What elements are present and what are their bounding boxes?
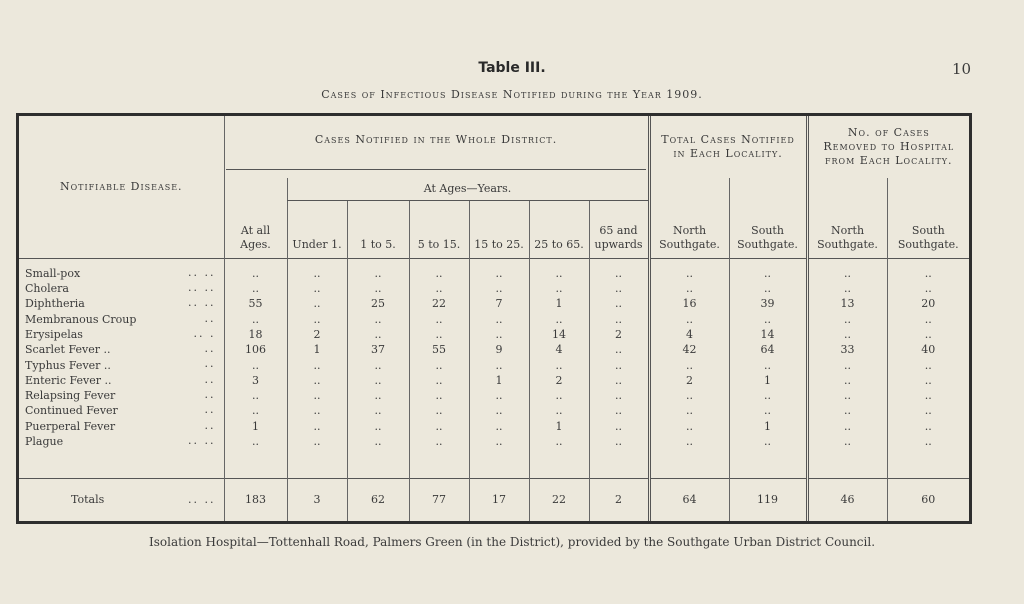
age-1-5-cell: .. — [347, 403, 409, 418]
all-ages-cell: .. — [224, 312, 287, 327]
total-under-1: 3 — [287, 478, 347, 521]
age-5-15-cell: .. — [409, 373, 469, 388]
disease-name-cell — [19, 388, 224, 403]
gap-row — [19, 449, 969, 478]
removed-north-header: North Southgate. — [807, 178, 887, 258]
age-5-15-cell: .. — [409, 403, 469, 418]
age-15-25-cell: .. — [469, 357, 529, 372]
removed-locality-label: No. of Cases Removed to Hospital from Each Locality. — [823, 126, 955, 167]
total-south-cell: 14 — [729, 327, 807, 342]
age-65-up-cell: .. — [589, 388, 649, 403]
disease-name: Typhus Fever .. — [25, 358, 111, 372]
age-15-25-cell: .. — [469, 419, 529, 434]
removed-south-cell: .. — [887, 281, 969, 296]
table-row — [19, 403, 969, 418]
removed-north-cell: .. — [807, 403, 887, 418]
under-1-cell: .. — [287, 296, 347, 311]
age-5-15-cell: .. — [409, 266, 469, 281]
total-north-header: North Southgate. — [649, 178, 729, 258]
total-north-cell: .. — [649, 312, 729, 327]
table-row — [19, 342, 969, 357]
all-ages-cell: 3 — [224, 373, 287, 388]
age-5-15-cell: 55 — [409, 342, 469, 357]
age-1-5-cell: 37 — [347, 342, 409, 357]
disease-name: Membranous Croup — [25, 312, 137, 326]
age-5-15-cell: .. — [409, 419, 469, 434]
table-row — [19, 357, 969, 372]
age-25-65-cell: .. — [529, 357, 589, 372]
age-15-25-cell: .. — [469, 327, 529, 342]
dot-leader: .. — [204, 342, 216, 356]
whole-district-header — [224, 116, 649, 178]
age-1-5-cell: .. — [347, 266, 409, 281]
age-5-15-cell: .. — [409, 388, 469, 403]
all-ages-cell: 1 — [224, 419, 287, 434]
table-row — [19, 281, 969, 296]
age-1-5-cell: .. — [347, 388, 409, 403]
under-1-cell: .. — [287, 434, 347, 449]
disease-name-cell — [19, 327, 224, 342]
disease-name: Small-pox — [25, 266, 81, 280]
all-ages-cell: 18 — [224, 327, 287, 342]
dot-leader: .. — [204, 403, 216, 417]
total-north-cell: .. — [649, 388, 729, 403]
age-5-15-cell: .. — [409, 357, 469, 372]
age-15-25-cell: 9 — [469, 342, 529, 357]
age-15-25-cell: .. — [469, 312, 529, 327]
table-row — [19, 388, 969, 403]
disease-name-cell — [19, 434, 224, 449]
disease-name-cell — [19, 281, 224, 296]
page-number: 10 — [952, 60, 972, 78]
under-1-cell: .. — [287, 281, 347, 296]
age-25-65-cell: .. — [529, 434, 589, 449]
removed-north-cell: .. — [807, 266, 887, 281]
age-15-25-cell: .. — [469, 266, 529, 281]
age-5-15-cell: .. — [409, 434, 469, 449]
removed-north-cell: .. — [807, 434, 887, 449]
age-1-5-cell: .. — [347, 281, 409, 296]
age-65-up-cell: .. — [589, 266, 649, 281]
total-south-cell: .. — [729, 357, 807, 372]
age-65-up-cell: .. — [589, 342, 649, 357]
dot-leader: .. .. — [188, 265, 216, 279]
age-5-15-cell: .. — [409, 281, 469, 296]
disease-name: Continued Fever — [25, 404, 118, 418]
dot-leader: .. . — [193, 326, 216, 340]
under-1-cell: .. — [287, 419, 347, 434]
at-ages-years-header: At Ages—Years. — [287, 178, 649, 200]
age-15-25-header: 15 to 25. — [469, 200, 529, 258]
totals-text: Totals — [71, 493, 105, 507]
footnote: Isolation Hospital—Tottenhall Road, Palmers Green (in the District), provided by the Southgate Urban District Council. — [148, 535, 876, 549]
age-25-65-cell: .. — [529, 312, 589, 327]
dot-leader: .. .. — [188, 280, 216, 294]
age-1-5-cell: .. — [347, 327, 409, 342]
under-1-cell: .. — [287, 357, 347, 372]
disease-name: Diphtheria — [25, 297, 85, 311]
total-north-southgate: 64 — [649, 478, 729, 521]
table-row — [19, 419, 969, 434]
under-1-cell: .. — [287, 266, 347, 281]
age-65-up-cell: .. — [589, 281, 649, 296]
total-north-cell: .. — [649, 281, 729, 296]
at-all-ages-header: At all Ages. — [224, 178, 287, 258]
total-south-cell: 1 — [729, 419, 807, 434]
under-1-cell: .. — [287, 373, 347, 388]
removed-south-cell: .. — [887, 327, 969, 342]
removed-south-cell: 20 — [887, 296, 969, 311]
total-south-cell: .. — [729, 281, 807, 296]
under-1-cell: 2 — [287, 327, 347, 342]
disease-name: Scarlet Fever .. — [25, 343, 111, 357]
age-65-up-cell: .. — [589, 403, 649, 418]
total-age-5-15: 77 — [409, 478, 469, 521]
age-65-up-cell: .. — [589, 296, 649, 311]
age-25-65-cell: 1 — [529, 419, 589, 434]
table-row — [19, 434, 969, 449]
removed-north-cell: .. — [807, 281, 887, 296]
age-1-5-cell: .. — [347, 434, 409, 449]
removed-north-cell: 33 — [807, 342, 887, 357]
total-all-ages: 183 — [224, 478, 287, 521]
under-1-header: Under 1. — [287, 200, 347, 258]
dot-leader: .. — [204, 372, 216, 386]
removed-south-cell: .. — [887, 357, 969, 372]
total-south-cell: 39 — [729, 296, 807, 311]
table-row — [19, 373, 969, 388]
table-row — [19, 327, 969, 342]
table-row — [19, 266, 969, 281]
removed-north-cell: .. — [807, 388, 887, 403]
disease-name-cell — [19, 296, 224, 311]
age-5-15-cell: 22 — [409, 296, 469, 311]
age-65-up-cell: .. — [589, 419, 649, 434]
removed-south-header: South Southgate. — [887, 178, 969, 258]
age-25-65-header: 25 to 65. — [529, 200, 589, 258]
disease-column-header: Notifiable Disease. — [59, 180, 183, 194]
age-1-5-cell: .. — [347, 357, 409, 372]
table-row — [19, 312, 969, 327]
removed-north-southgate: 46 — [807, 478, 887, 521]
age-25-65-cell: .. — [529, 266, 589, 281]
disease-name: Enteric Fever .. — [25, 373, 112, 387]
age-1-5-cell: .. — [347, 373, 409, 388]
under-1-cell: .. — [287, 312, 347, 327]
total-north-cell: 42 — [649, 342, 729, 357]
total-age-25-65: 22 — [529, 478, 589, 521]
table-row — [19, 296, 969, 311]
total-south-southgate: 119 — [729, 478, 807, 521]
removed-south-cell: .. — [887, 403, 969, 418]
under-1-cell: .. — [287, 388, 347, 403]
age-5-15-header: 5 to 15. — [409, 200, 469, 258]
removed-south-cell: .. — [887, 373, 969, 388]
age-5-15-cell: .. — [409, 327, 469, 342]
age-25-65-cell: .. — [529, 388, 589, 403]
disease-name-cell — [19, 312, 224, 327]
disease-name-cell — [19, 419, 224, 434]
all-ages-cell: .. — [224, 281, 287, 296]
dot-leader: .. — [204, 357, 216, 371]
removed-north-cell: 13 — [807, 296, 887, 311]
removed-north-cell: .. — [807, 312, 887, 327]
disease-name-cell — [19, 357, 224, 372]
total-north-cell: 2 — [649, 373, 729, 388]
age-65-up-header: 65 and upwards — [589, 200, 649, 258]
total-age-65-up: 2 — [589, 478, 649, 521]
total-north-cell: .. — [649, 419, 729, 434]
total-south-cell: 1 — [729, 373, 807, 388]
disease-name: Puerperal Fever — [25, 419, 116, 433]
removed-south-cell: 40 — [887, 342, 969, 357]
removed-south-cell: .. — [887, 419, 969, 434]
totals-label — [19, 478, 224, 521]
age-65-up-cell: .. — [589, 373, 649, 388]
age-25-65-cell: 14 — [529, 327, 589, 342]
total-locality-label: Total Cases Notified in Each Locality. — [661, 133, 795, 160]
age-25-65-cell: 4 — [529, 342, 589, 357]
age-1-5-header: 1 to 5. — [347, 200, 409, 258]
under-1-cell: 1 — [287, 342, 347, 357]
total-north-cell: .. — [649, 434, 729, 449]
dot-leader: .. .. — [188, 296, 216, 310]
age-25-65-cell: .. — [529, 281, 589, 296]
disease-name-cell — [19, 266, 224, 281]
age-25-65-cell: .. — [529, 403, 589, 418]
disease-name-cell — [19, 403, 224, 418]
all-ages-cell: .. — [224, 388, 287, 403]
total-south-cell: .. — [729, 434, 807, 449]
table-title: Table III. — [478, 60, 546, 76]
all-ages-cell: 106 — [224, 342, 287, 357]
dot-leader: .. — [204, 388, 216, 402]
total-south-header: South Southgate. — [729, 178, 807, 258]
removed-south-cell: .. — [887, 434, 969, 449]
all-ages-cell: .. — [224, 357, 287, 372]
disease-name-cell — [19, 373, 224, 388]
age-15-25-cell: .. — [469, 434, 529, 449]
total-age-1-5: 62 — [347, 478, 409, 521]
age-65-up-cell: .. — [589, 312, 649, 327]
dot-leader: .. — [204, 311, 216, 325]
age-1-5-cell: .. — [347, 312, 409, 327]
all-ages-cell: 55 — [224, 296, 287, 311]
total-south-cell: .. — [729, 266, 807, 281]
age-1-5-cell: .. — [347, 419, 409, 434]
removed-locality-header — [807, 116, 969, 178]
age-15-25-cell: 7 — [469, 296, 529, 311]
removed-north-cell: .. — [807, 327, 887, 342]
total-south-cell: .. — [729, 388, 807, 403]
age-15-25-cell: .. — [469, 388, 529, 403]
totals-leader: .. .. — [188, 493, 216, 507]
total-north-cell: .. — [649, 266, 729, 281]
total-south-cell: .. — [729, 403, 807, 418]
total-south-cell: 64 — [729, 342, 807, 357]
disease-name: Relapsing Fever — [25, 389, 116, 403]
removed-south-cell: .. — [887, 266, 969, 281]
total-north-cell: 4 — [649, 327, 729, 342]
disease-name: Plague — [25, 435, 64, 449]
age-65-up-cell: .. — [589, 434, 649, 449]
removed-north-cell: .. — [807, 419, 887, 434]
removed-south-cell: .. — [887, 388, 969, 403]
infectious-disease-table — [19, 116, 969, 521]
total-locality-header — [649, 116, 807, 178]
age-25-65-cell: 2 — [529, 373, 589, 388]
removed-south-southgate: 60 — [887, 478, 969, 521]
total-age-15-25: 17 — [469, 478, 529, 521]
age-25-65-cell: 1 — [529, 296, 589, 311]
total-south-cell: .. — [729, 312, 807, 327]
all-ages-cell: .. — [224, 403, 287, 418]
age-1-5-cell: 25 — [347, 296, 409, 311]
age-15-25-cell: .. — [469, 403, 529, 418]
whole-district-label: Cases Notified in the Whole District. — [226, 125, 646, 170]
total-north-cell: 16 — [649, 296, 729, 311]
age-65-up-cell: 2 — [589, 327, 649, 342]
removed-north-cell: .. — [807, 373, 887, 388]
disease-name: Cholera — [25, 282, 69, 296]
table-subtitle: Cases of Infectious Disease Notified during the Year 1909. — [321, 88, 703, 101]
age-5-15-cell: .. — [409, 312, 469, 327]
dot-leader: .. — [204, 418, 216, 432]
disease-name: Erysipelas — [25, 327, 83, 341]
all-ages-cell: .. — [224, 266, 287, 281]
age-15-25-cell: .. — [469, 281, 529, 296]
removed-north-cell: .. — [807, 357, 887, 372]
age-65-up-cell: .. — [589, 357, 649, 372]
dot-leader: .. .. — [188, 433, 216, 447]
under-1-cell: .. — [287, 403, 347, 418]
disease-name-cell — [19, 342, 224, 357]
total-north-cell: .. — [649, 403, 729, 418]
total-north-cell: .. — [649, 357, 729, 372]
spacer-row — [19, 258, 969, 266]
age-15-25-cell: 1 — [469, 373, 529, 388]
removed-south-cell: .. — [887, 312, 969, 327]
totals-row — [19, 478, 969, 521]
all-ages-cell: .. — [224, 434, 287, 449]
